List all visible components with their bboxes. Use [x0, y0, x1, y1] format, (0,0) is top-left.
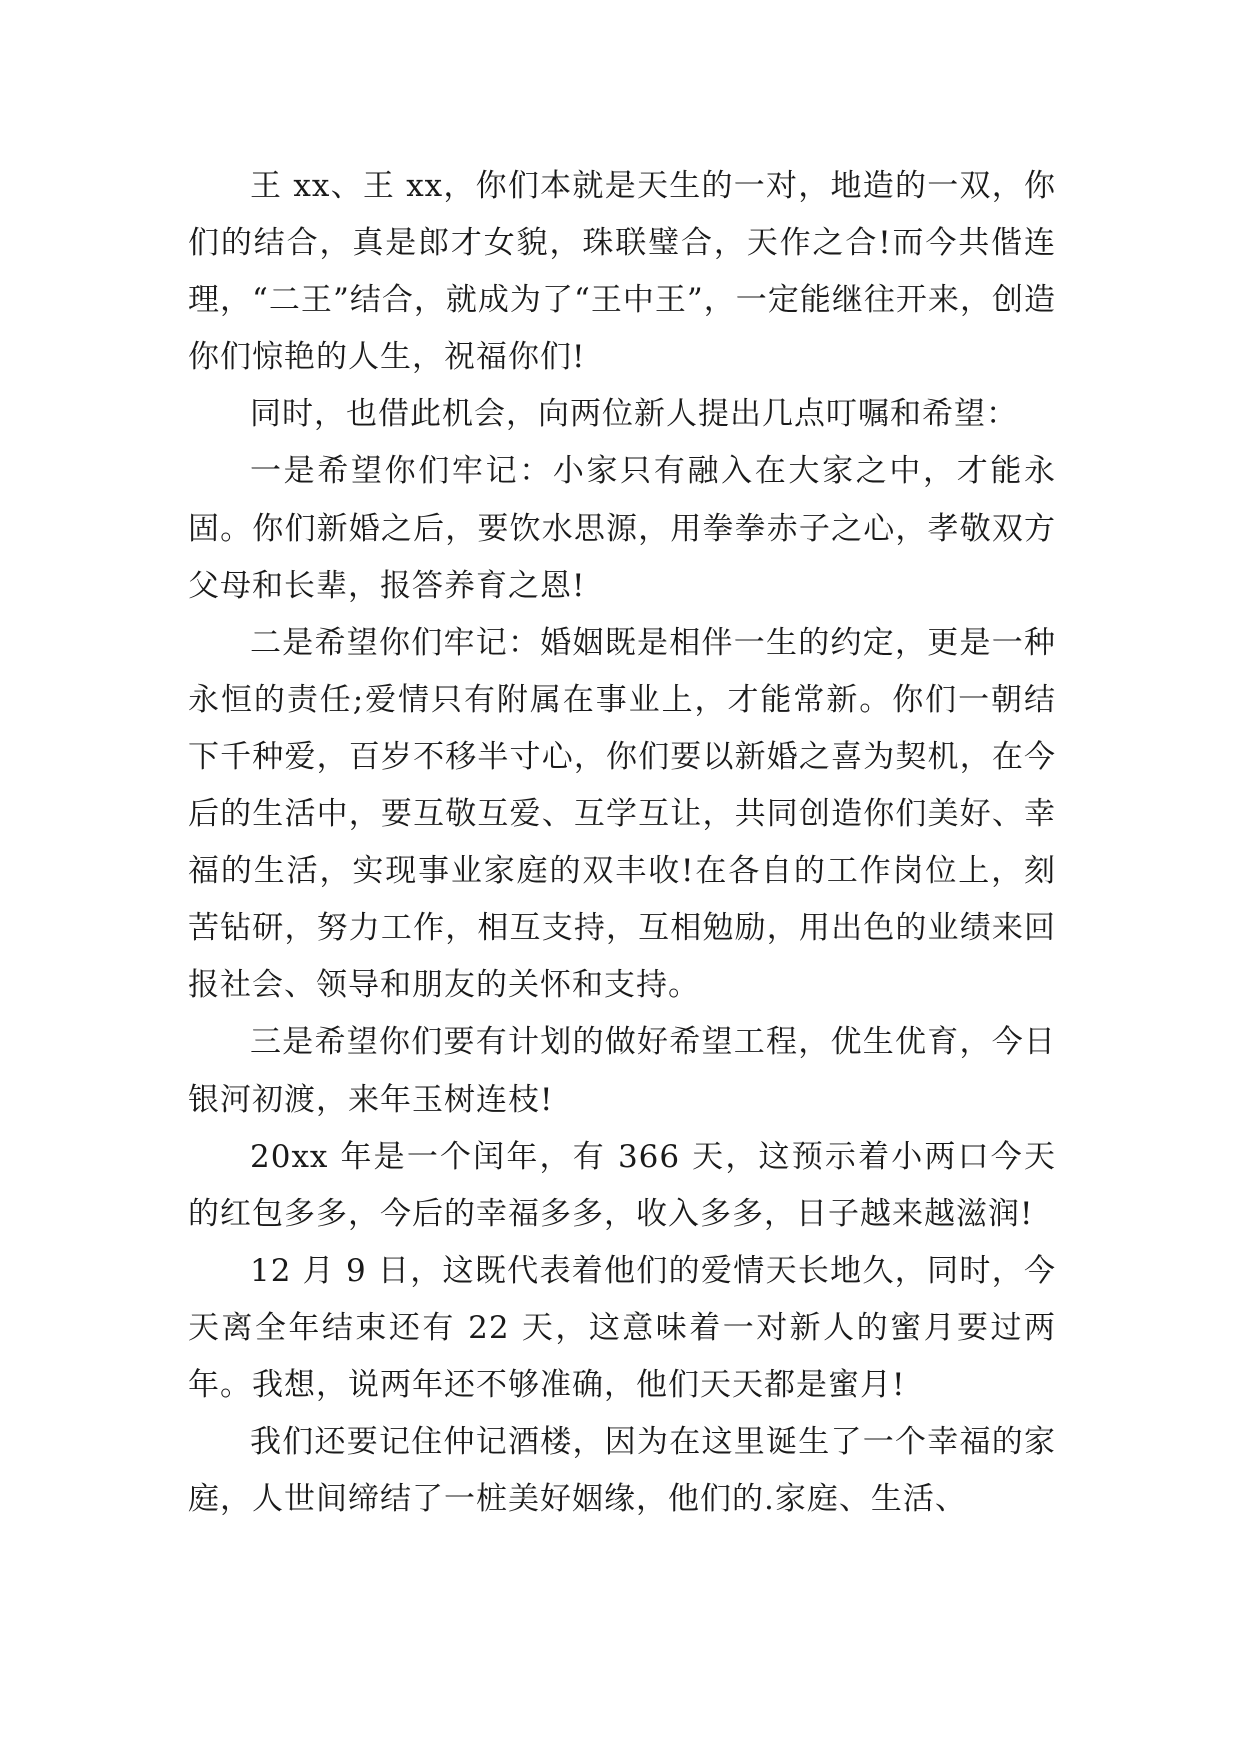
paragraph-leap-year: 20xx 年是一个闰年，有 366 天，这预示着小两口今天的红包多多，今后的幸福多多，收入多多，日子越来越滋润! [188, 1138, 1056, 1232]
document-body [188, 158, 1056, 1528]
paragraph-wish-two: 二是希望你们牢记：婚姻既是相伴一生的约定，更是一种永恒的责任;爱情只有附属在事业上，才能常新。你们一朝结下千种爱，百岁不移半寸心，你们要以新婚之喜为契机，在今后的生活中，要互敬互爱、互学互让，共同创造你们美好、幸福的生活，实现事业家庭的双丰收!在各自的工作岗位上，刻苦钻研，努力工作，相互支持，互相勉励，用出色的业绩来回报社会、领导和朋友的关怀和支持。 [188, 624, 1056, 1004]
paragraph-restaurant: 我们还要记住仲记酒楼，因为在这里诞生了一个幸福的家庭，人世间缔结了一桩美好姻缘，他们的.家庭、生活、 [188, 1424, 1056, 1518]
paragraph-couple-blessing: 王 xx、王 xx，你们本就是天生的一对，地造的一双，你们的结合，真是郎才女貌，珠联璧合，天作之合!而今共偕连理，“二王”结合，就成为了“王中王”，一定能继往开来，创造你们惊艳的人生，祝福你们! [188, 168, 1056, 376]
paragraph-wish-one: 一是希望你们牢记：小家只有融入在大家之中，才能永固。你们新婚之后，要饮水思源，用拳拳赤子之心，孝敬双方父母和长辈，报答养育之恩! [188, 453, 1056, 604]
paragraph-wishes-intro: 同时，也借此机会，向两位新人提出几点叮嘱和希望： [250, 396, 1018, 433]
paragraph-wish-three: 三是希望你们要有计划的做好希望工程，优生优育，今日银河初渡，来年玉树连枝! [188, 1024, 1056, 1118]
paragraph-date-meaning: 12 月 9 日，这既代表着他们的爱情天长地久，同时，今天离全年结束还有 22 天，这意味着一对新人的蜜月要过两年。我想，说两年还不够准确，他们天天都是蜜月! [188, 1252, 1056, 1403]
